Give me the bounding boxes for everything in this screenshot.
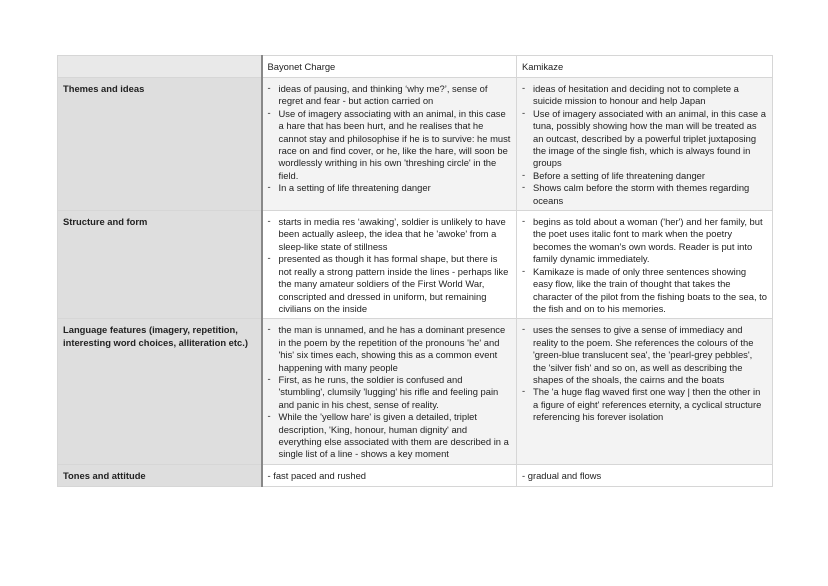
table-row xyxy=(58,464,773,486)
bullet-item: - the man is unnamed, and he has a dominant presence in the poem by the repetition of the pronouns 'he' and 'his' six times each, showing this as a common event happening with many people xyxy=(268,324,512,374)
comparison-table xyxy=(57,55,773,487)
cell-kamikaze xyxy=(517,211,773,319)
cell-kamikaze xyxy=(517,78,773,211)
bullet-item: - uses the senses to give a sense of immediacy and reality to the poem. She references the colours of the 'green-blue translucent sea', the 'pearl-grey pebbles', the 'silver fish' and so on, as well as describing the shapes of the shoals, the cairns and the boats xyxy=(522,324,767,386)
header-blank-cell xyxy=(58,56,262,78)
row-label: Language features (imagery, repetition, interesting word choices, alliteration etc.) xyxy=(58,319,262,464)
bullet-item: - Use of imagery associating with an animal, in this case a hare that has been hurt, and he realises that he cannot stay and philosophise if he is to survive: he must race on and find cover, or he, like the hare, will soon be wordlessly writhing in his own 'threshing circle' in the field. xyxy=(268,108,512,182)
bullet-item: - The 'a huge flag waved first one way | then the other in a figure of eight' references eternity, a cyclical structure referencing his forever isolation xyxy=(522,386,767,423)
cell-bayonet xyxy=(262,211,517,319)
bullet-item: - ideas of pausing, and thinking ‘why me?’, sense of regret and fear - but action carried on xyxy=(268,83,512,108)
bullet-item: - starts in media res ‘awaking’, soldier is unlikely to have been actually asleep, the idea that he 'awoke' from a sleep-like state of stillness xyxy=(268,216,512,253)
bullet-item: - presented as though it has formal shape, but there is not really a strong pattern inside the lines - perhaps like the many amateur soldiers of the First World War, conscripted and dressed in uniform, but remaining civilians on the inside xyxy=(268,253,512,315)
cell-bayonet: - fast paced and rushed xyxy=(262,464,517,486)
bullet-item: - While the 'yellow hare' is given a detailed, triplet description, 'King, honour, human dignity' and everything else associated with them are described in a single list of a line - shows a key moment xyxy=(268,411,512,461)
row-label: Tones and attitude xyxy=(58,464,262,486)
cell-bayonet xyxy=(262,319,517,464)
bullet-item: - Shows calm before the storm with themes regarding oceans xyxy=(522,182,767,207)
bullet-item: - ideas of hesitation and deciding not to complete a suicide mission to honour and help Japan xyxy=(522,83,767,108)
table-row xyxy=(58,211,773,319)
cell-bayonet xyxy=(262,78,517,211)
bullet-item: - begins as told about a woman ('her') and her family, but the poet uses italic font to mark when the poetry becomes the woman’s own words. Reader is put into family dynamic immediately. xyxy=(522,216,767,266)
table-row xyxy=(58,319,773,464)
header-row xyxy=(58,56,773,78)
row-label: Themes and ideas xyxy=(58,78,262,211)
bullet-item: - Kamikaze is made of only three sentences showing easy flow, like the train of thought that takes the character of the pilot from the fishing boats to the sea, to the fish and on to his memories. xyxy=(522,266,767,316)
header-bayonet-charge: Bayonet Charge xyxy=(262,56,517,78)
cell-kamikaze xyxy=(517,319,773,464)
bullet-item: - First, as he runs, the soldier is confused and 'stumbling', clumsily 'lugging' his rifle and feeling pain and panic in his chest, sense of reality. xyxy=(268,374,512,411)
header-kamikaze: Kamikaze xyxy=(517,56,773,78)
bullet-item: - In a setting of life threatening danger xyxy=(268,182,512,194)
row-label: Structure and form xyxy=(58,211,262,319)
bullet-item: - Use of imagery associated with an animal, in this case a tuna, possibly showing how the man will be treated as an outcast, described by a powerful triplet juxtaposing the image of the single fish, which is always found in groups xyxy=(522,108,767,170)
bullet-item: - Before a setting of life threatening danger xyxy=(522,170,767,182)
table-row xyxy=(58,78,773,211)
cell-kamikaze: - gradual and flows xyxy=(517,464,773,486)
